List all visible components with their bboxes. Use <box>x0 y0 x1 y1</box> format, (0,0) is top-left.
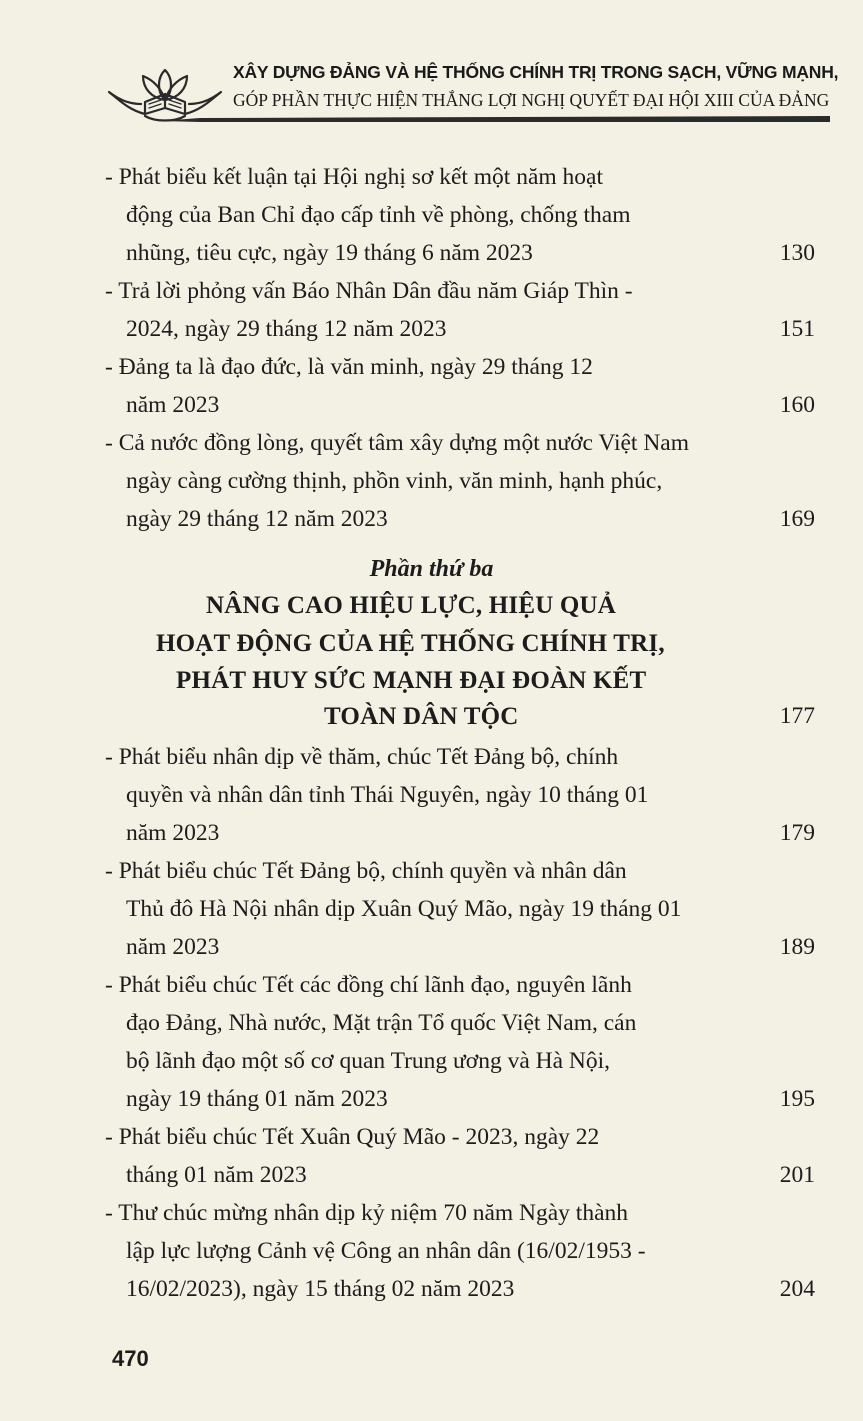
toc-entry-continuation: 16/02/2023), ngày 15 tháng 02 năm 2023 <box>126 1276 515 1302</box>
toc-entry-continuation: quyền và nhân dân tỉnh Thái Nguyên, ngày 10 tháng 01 <box>126 782 649 808</box>
part-title-line: TOÀN DÂN TỘC <box>324 703 519 730</box>
toc-entry-continuation: nhũng, tiêu cực, ngày 19 tháng 6 năm 2023 <box>126 240 533 266</box>
toc-entry-title: - Đảng ta là đạo đức, là văn minh, ngày 29 tháng 12 <box>105 354 593 380</box>
toc-entry-title: - Phát biểu nhân dịp về thăm, chúc Tết Đảng bộ, chính <box>105 744 619 770</box>
toc-entry-title: - Phát biểu chúc Tết Xuân Quý Mão - 2023, ngày 22 <box>105 1124 600 1150</box>
header-title-line1: XÂY DỰNG ĐẢNG VÀ HỆ THỐNG CHÍNH TRỊ TRONG SẠCH, VỮNG MẠNH, <box>233 62 839 82</box>
header-rule <box>160 112 830 126</box>
toc-entry-continuation: ngày 19 tháng 01 năm 2023 <box>126 1086 388 1112</box>
toc-entry-continuation: đạo Đảng, Nhà nước, Mặt trận Tổ quốc Việt Nam, cán <box>126 1010 637 1036</box>
toc-entry-page: 201 <box>779 1162 815 1188</box>
toc-entry-title: - Phát biểu chúc Tết Đảng bộ, chính quyền và nhân dân <box>105 858 627 884</box>
part-label: Phần thứ ba <box>369 556 494 582</box>
toc-entry-page: 195 <box>779 1086 815 1112</box>
toc-entry-title: - Trả lời phỏng vấn Báo Nhân Dân đầu năm Giáp Thìn - <box>105 278 633 304</box>
toc-entry-page: 169 <box>779 506 815 532</box>
part-title-line: HOẠT ĐỘNG CỦA HỆ THỐNG CHÍNH TRỊ, <box>156 630 665 657</box>
page-number: 470 <box>112 1346 149 1371</box>
running-header <box>0 0 863 130</box>
toc-entry-continuation: 2024, ngày 29 tháng 12 năm 2023 <box>126 316 447 342</box>
header-title-line2: GÓP PHẦN THỰC HIỆN THẮNG LỢI NGHỊ QUYẾT ĐẠI HỘI XIII CỦA ĐẢNG <box>233 90 830 110</box>
toc-entry-page: 160 <box>779 392 815 418</box>
toc-entry-title: - Cả nước đồng lòng, quyết tâm xây dựng một nước Việt Nam <box>105 430 690 456</box>
toc-entry-continuation: năm 2023 <box>126 934 220 960</box>
toc-entry-continuation: động của Ban Chỉ đạo cấp tỉnh về phòng, chống tham <box>126 202 631 228</box>
toc-entry-page: 130 <box>779 240 815 266</box>
part-title-line: PHÁT HUY SỨC MẠNH ĐẠI ĐOÀN KẾT <box>176 667 647 694</box>
toc-entry-page: 204 <box>779 1276 815 1302</box>
toc-entry-continuation: năm 2023 <box>126 820 220 846</box>
toc-entry-page: 189 <box>779 934 815 960</box>
toc-entry-continuation: lập lực lượng Cảnh vệ Công an nhân dân (16/02/1953 - <box>126 1238 646 1264</box>
part-title-line: NÂNG CAO HIỆU LỰC, HIỆU QUẢ <box>206 592 617 619</box>
toc-entry-continuation: Thủ đô Hà Nội nhân dịp Xuân Quý Mão, ngày 19 tháng 01 <box>126 896 682 922</box>
toc-entry-continuation: tháng 01 năm 2023 <box>126 1162 307 1188</box>
toc-entry-continuation: năm 2023 <box>126 392 220 418</box>
toc-entry-title: - Phát biểu kết luận tại Hội nghị sơ kết một năm hoạt <box>105 164 604 190</box>
toc-entry-continuation: ngày 29 tháng 12 năm 2023 <box>126 506 388 532</box>
toc-entry-continuation: ngày càng cường thịnh, phồn vinh, văn minh, hạnh phúc, <box>126 468 663 494</box>
part-page: 177 <box>779 703 815 729</box>
toc-entry-page: 151 <box>779 316 815 342</box>
toc-entry-continuation: bộ lãnh đạo một số cơ quan Trung ương và Hà Nội, <box>126 1048 611 1074</box>
toc-entry-title: - Phát biểu chúc Tết các đồng chí lãnh đạo, nguyên lãnh <box>105 972 632 998</box>
toc-entry-page: 179 <box>779 820 815 846</box>
toc-entry-title: - Thư chúc mừng nhân dịp kỷ niệm 70 năm Ngày thành <box>105 1200 629 1226</box>
